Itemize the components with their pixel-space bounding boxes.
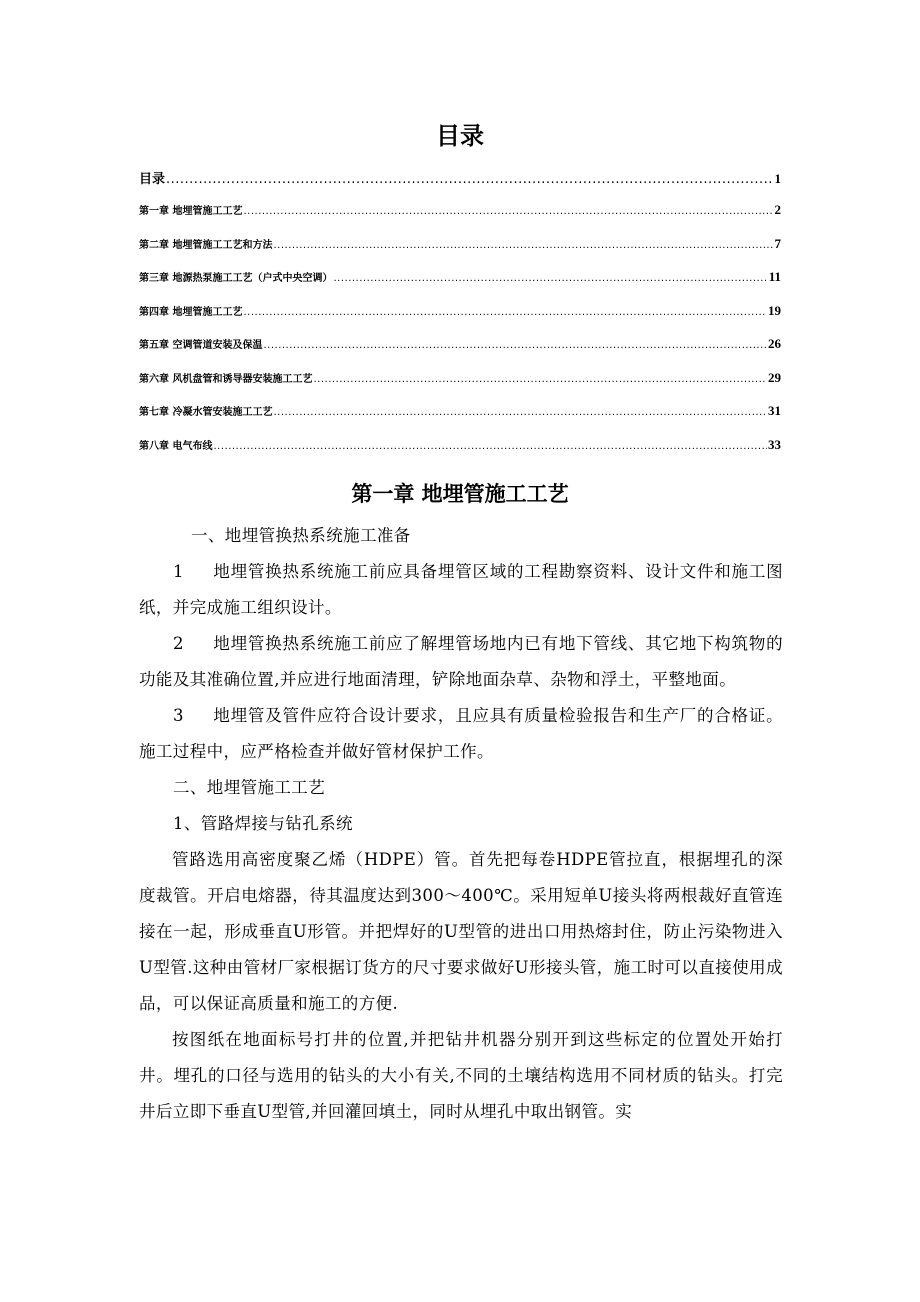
toc-entry[interactable] <box>139 269 781 303</box>
paragraph-text: 地埋管及管件应符合设计要求，且应具有质量检验报告和生产厂的合格证。施工过程中，应严格检查并做好管材保护工作。 <box>139 706 783 761</box>
toc-entry-label: 第五章 空调管道安装及保温 <box>139 340 263 351</box>
toc-entry-page: 19 <box>768 302 781 318</box>
toc-entry[interactable] <box>139 236 781 270</box>
toc-entry-page: 2 <box>774 202 781 217</box>
toc-leader-dots <box>313 374 767 385</box>
toc-leader-dots <box>166 172 773 187</box>
toc-entry-page: 1 <box>774 171 781 186</box>
paragraph-text: 地埋管换热系统施工前应了解埋管场地内已有地下管线、其它地下构筑物的功能及其准确位置,并应进行地面清理，铲除地面杂草、杂物和浮土，平整地面。 <box>139 634 783 689</box>
toc-entry-label: 第六章 风机盘管和诱导器安装施工工艺 <box>139 373 313 385</box>
toc-entry[interactable] <box>139 336 781 370</box>
toc-entry[interactable] <box>139 202 781 236</box>
toc-entry-page: 11 <box>768 269 781 284</box>
paragraph-number: 1 <box>173 562 184 581</box>
toc-leader-dots <box>243 307 767 318</box>
subsection-heading: 1、管路焊接与钻孔系统 <box>173 814 353 833</box>
toc-entry-label: 第三章 地源热泵施工工艺（户式中央空调） <box>139 273 333 284</box>
toc-entry[interactable] <box>139 168 781 202</box>
paragraph-text: 地埋管换热系统施工前应具备埋管区域的工程勘察资料、设计文件和施工图纸，并完成施工组织设计。 <box>139 562 783 617</box>
toc-entry-label: 第七章 冷凝水管安装施工工艺 <box>139 407 273 418</box>
toc-entry[interactable] <box>139 403 781 437</box>
chapter-title: 第一章 地埋管施工工艺 <box>351 482 569 506</box>
toc-leader-dots <box>333 273 767 284</box>
toc-entry-page: 31 <box>768 403 781 418</box>
toc-entry-label: 第四章 地埋管施工工艺 <box>139 306 243 318</box>
toc-title: 目录 <box>436 122 484 150</box>
paragraph-number: 3 <box>173 706 184 725</box>
toc-entry-label: 第一章 地埋管施工工艺 <box>139 206 243 217</box>
section-heading: 一、地埋管换热系统施工准备 <box>191 526 411 545</box>
toc-leader-dots <box>213 441 767 452</box>
toc-entry-label: 第八章 电气布线 <box>139 440 213 452</box>
paragraph-number: 2 <box>173 634 184 653</box>
table-of-contents <box>139 168 781 470</box>
body-paragraph: 按图纸在地面标号打井的位置,并把钻井机器分别开到这些标定的位置处开始打井。埋孔的口径与选用的钻头的大小有关,不同的土壤结构选用不同材质的钻头。打完井后立即下垂直U型管,并回灌回填土，同时从埋孔中取出钢管。实 <box>139 1030 783 1121</box>
toc-entry-page: 7 <box>774 235 781 251</box>
numbered-paragraph <box>139 698 783 770</box>
toc-entry-label: 第二章 地埋管施工工艺和方法 <box>139 239 273 251</box>
toc-entry-page: 33 <box>768 436 781 452</box>
toc-leader-dots <box>243 206 773 217</box>
toc-leader-dots <box>273 407 767 418</box>
section-heading: 二、地埋管施工工艺 <box>173 778 326 797</box>
toc-entry[interactable] <box>139 303 781 337</box>
toc-entry-page: 29 <box>768 369 781 385</box>
numbered-paragraph <box>139 554 783 626</box>
toc-entry-label: 目录 <box>139 172 166 187</box>
toc-entry[interactable] <box>139 370 781 404</box>
toc-leader-dots <box>263 340 767 351</box>
toc-entry[interactable] <box>139 437 781 471</box>
toc-entry-page: 26 <box>768 336 781 351</box>
numbered-paragraph <box>139 626 783 698</box>
body-paragraph: 管路选用高密度聚乙烯（HDPE）管。首先把每卷HDPE管拉直，根据埋孔的深度裁管。开启电熔器，待其温度达到300～400℃。采用短单U接头将两根裁好直管连接在一起，形成垂直U形管。并把焊好的U型管的进出口用热熔封住，防止污染物进入U型管.这种由管材厂家根据订货方的尺寸要求做好U形接头管，施工时可以直接使用成品，可以保证高质量和施工的方便. <box>139 850 783 1013</box>
toc-leader-dots <box>273 240 773 251</box>
chapter-body <box>139 518 783 1130</box>
